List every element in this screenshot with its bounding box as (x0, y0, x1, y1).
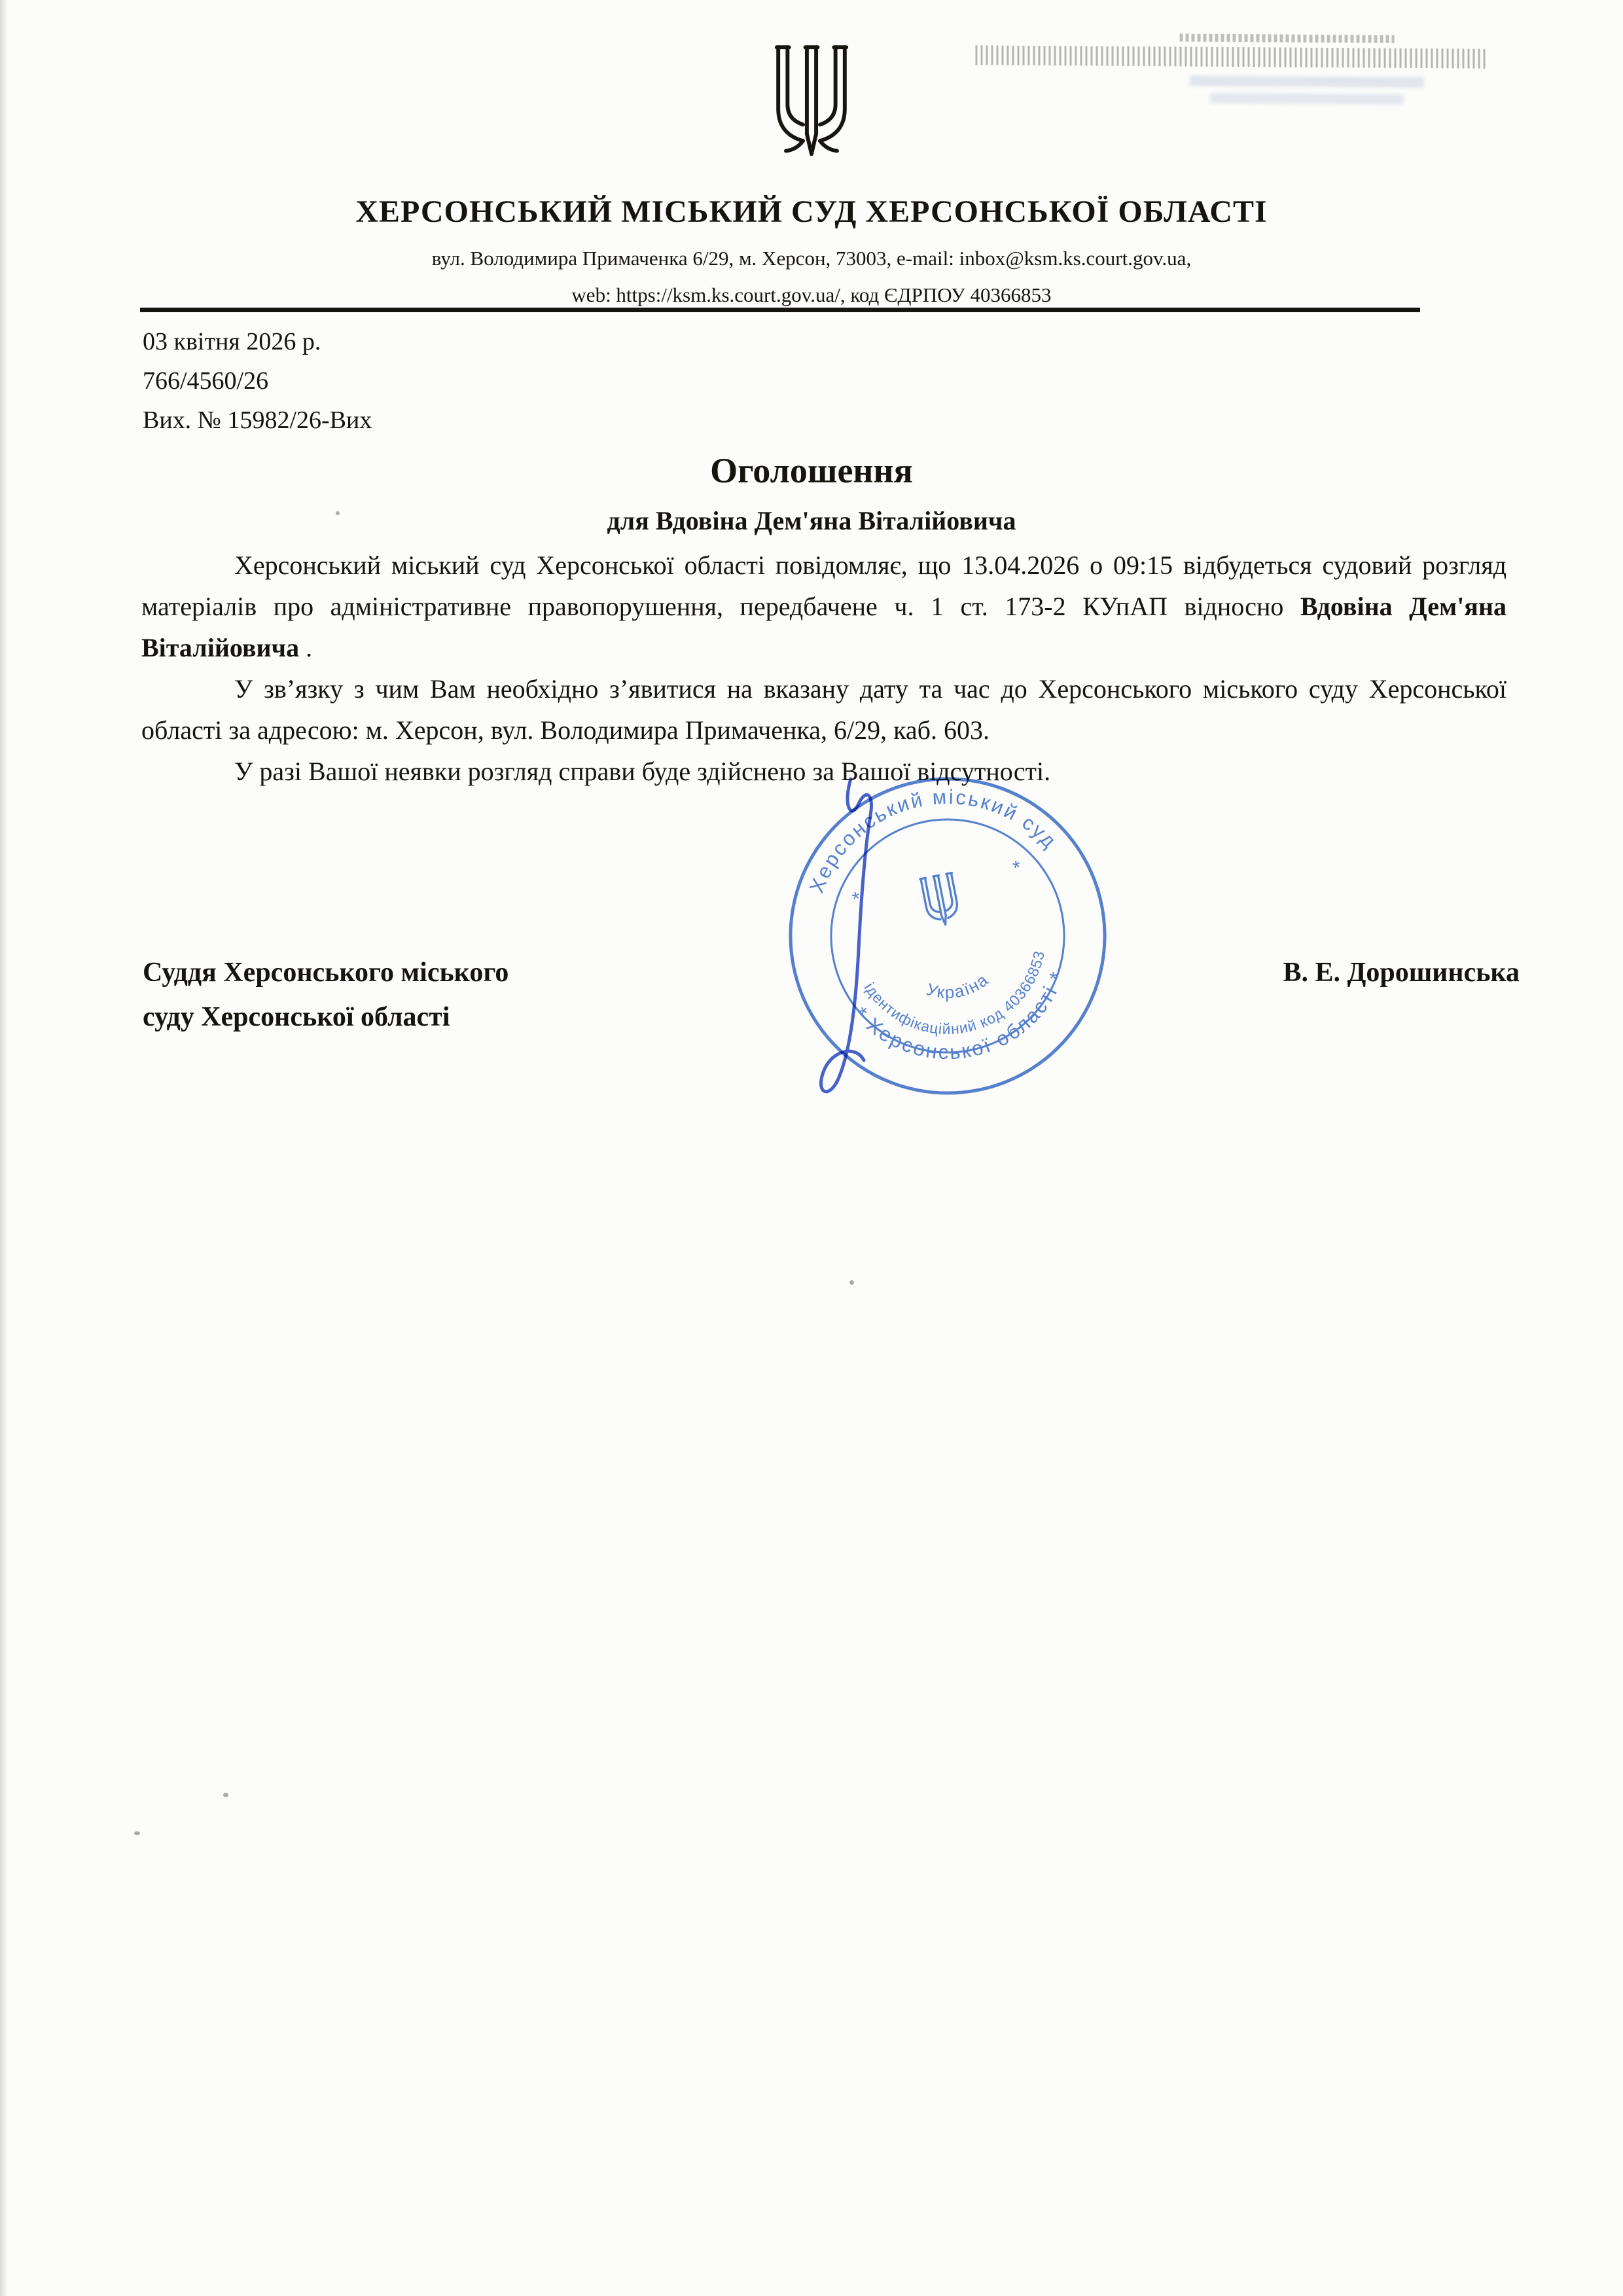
judge-position-block (143, 950, 508, 1039)
court-web-line: web: https://ksm.ks.court.gov.ua/, код ЄДРПОУ 40366853 (571, 283, 1052, 306)
scan-speckle (134, 1831, 140, 1835)
court-round-stamp (756, 744, 1139, 1128)
document-subtitle: для Вдовіна Дем'яна Віталійовича (607, 506, 1016, 535)
stamp-ring-top-text: Херсонський міський суд (804, 785, 1062, 896)
court-name-heading: ХЕРСОНСЬКИЙ МІСЬКИЙ СУД ХЕРСОНСЬКОЇ ОБЛАСТІ (355, 194, 1268, 229)
scan-speckle (223, 1793, 228, 1797)
scan-edge-shadow (0, 0, 8, 2296)
stamp-ring-bottom-text: * Херсонської області * (849, 967, 1069, 1064)
artifact-ghost-text-2 (1210, 93, 1404, 105)
artifact-barcode (975, 45, 1486, 68)
trident-icon (769, 38, 854, 170)
paragraph-absence: У разі Вашої неявки розгляд справи буде здійснено за Вашої відсутності. (234, 757, 1051, 786)
stamp-country-text: Україна (924, 969, 993, 1003)
outgoing-number: Вих. № 15982/26-Вих (143, 406, 372, 434)
defendant-name-bold: Вдовіна Дем'яна Віталійовича (141, 592, 1507, 662)
paragraph-notification (141, 545, 1507, 668)
scanner-ink-artifact (974, 32, 1486, 153)
ukraine-trident-emblem (769, 38, 854, 170)
scan-speckle (336, 511, 340, 515)
judge-name: В. Е. Дорошинська (1283, 958, 1520, 988)
stamp-code-text: ідентифікаційний код 40366853 (861, 948, 1048, 1038)
document-date: 03 квітня 2026 р. (143, 328, 321, 355)
stamp-star-left: * (850, 888, 863, 911)
case-number: 766/4560/26 (143, 367, 269, 395)
judge-position-line2: суду Херсонської області (143, 1002, 450, 1032)
notification-tail: . (299, 633, 313, 662)
document-meta-block (143, 322, 372, 440)
stamp-star-right: * (1011, 857, 1023, 880)
header-divider (140, 308, 1420, 312)
artifact-tiny-text-row (1180, 33, 1395, 43)
judge-position-line1: Суддя Херсонського міського (143, 958, 509, 988)
paragraph-appearance: У зв’язку з чим Вам необхідно з’явитися на вказану дату та час до Херсонського міського суду Херсонської області за адресою: м. Херсон, вул. Володимира Примаченка, 6/29, каб. 603. (141, 674, 1507, 745)
court-address-line: вул. Володимира Примаченка 6/29, м. Херсон, 73003, e-mail: inbox@ksm.ks.court.gov.ua, (431, 247, 1192, 270)
notification-text: Херсонський міський суд Херсонської області повідомляє, що 13.04.2026 о 09:15 відбудеться судовий розгляд матеріалів про адміністративне правопорушення, передбачене ч. 1 ст. 173-2 КУпАП відносно (141, 550, 1507, 621)
artifact-ghost-text-1 (1190, 76, 1425, 88)
scan-speckle (849, 1280, 854, 1285)
stamp-trident-icon (920, 873, 961, 928)
document-title: Оголошення (710, 451, 913, 490)
